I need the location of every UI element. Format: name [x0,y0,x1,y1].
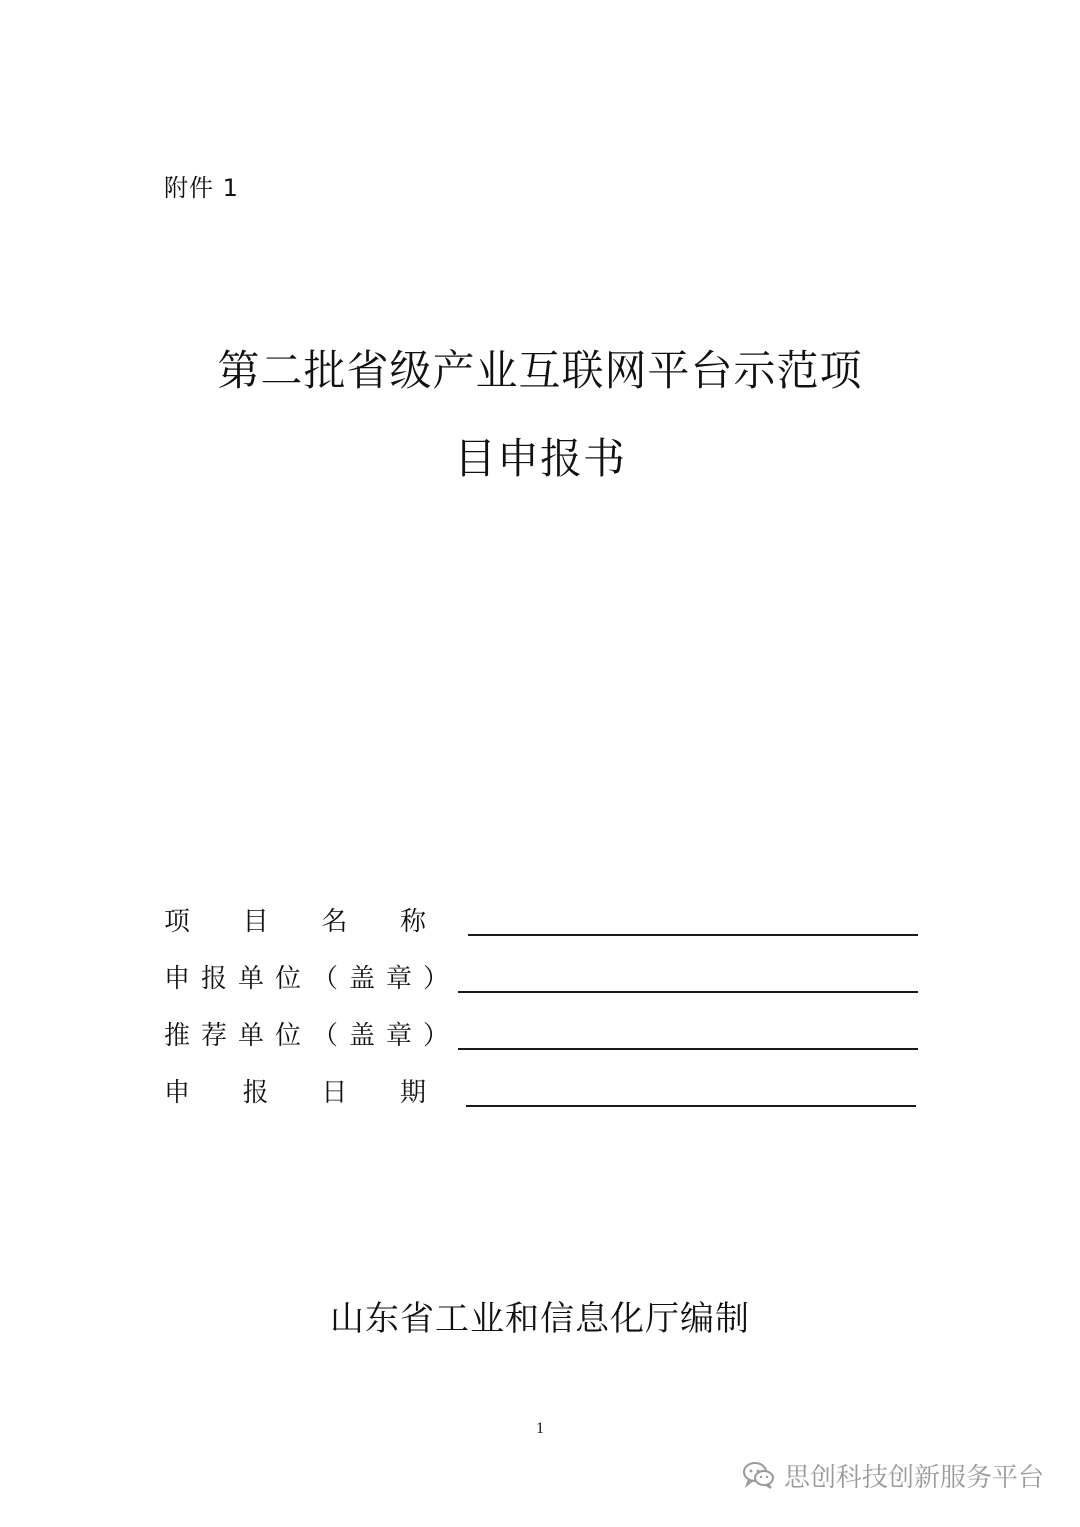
application-date-blank-line [466,1105,916,1107]
project-name-label [164,904,426,940]
label-char: 项 [164,907,191,937]
document-title-line-2: 目申报书 [453,434,626,483]
page-number: 1 [536,1420,544,1437]
wechat-icon [742,1460,776,1490]
label-char: 目 [242,907,269,937]
label-char: 名 [321,907,348,937]
label-char: 日 [321,1078,348,1108]
watermark-text: 思创科技创新服务平台 [783,1462,1044,1493]
label-char: 申 [164,1078,191,1108]
document-title-line-1: 第二批省级产业互联网平台示范项 [217,346,863,395]
project-name-blank-line [468,934,918,936]
application-date-row [164,1071,924,1128]
project-name-row [164,900,924,957]
watermark [742,1455,1044,1495]
applicant-unit-blank-line [458,991,918,993]
application-date-label [164,1075,426,1111]
recommending-unit-label: 推荐单位（盖章） [164,1021,461,1051]
cover-fields [164,900,924,1128]
recommending-unit-row [164,1014,924,1071]
label-char: 称 [399,907,426,937]
label-char: 期 [399,1078,426,1108]
attachment-label: 附件 1 [164,174,239,202]
applicant-unit-label: 申报单位（盖章） [164,964,461,994]
applicant-unit-row [164,957,924,1014]
compiler-statement: 山东省工业和信息化厅编制 [330,1299,750,1339]
recommending-unit-blank-line [458,1048,918,1050]
label-char: 报 [242,1078,269,1108]
